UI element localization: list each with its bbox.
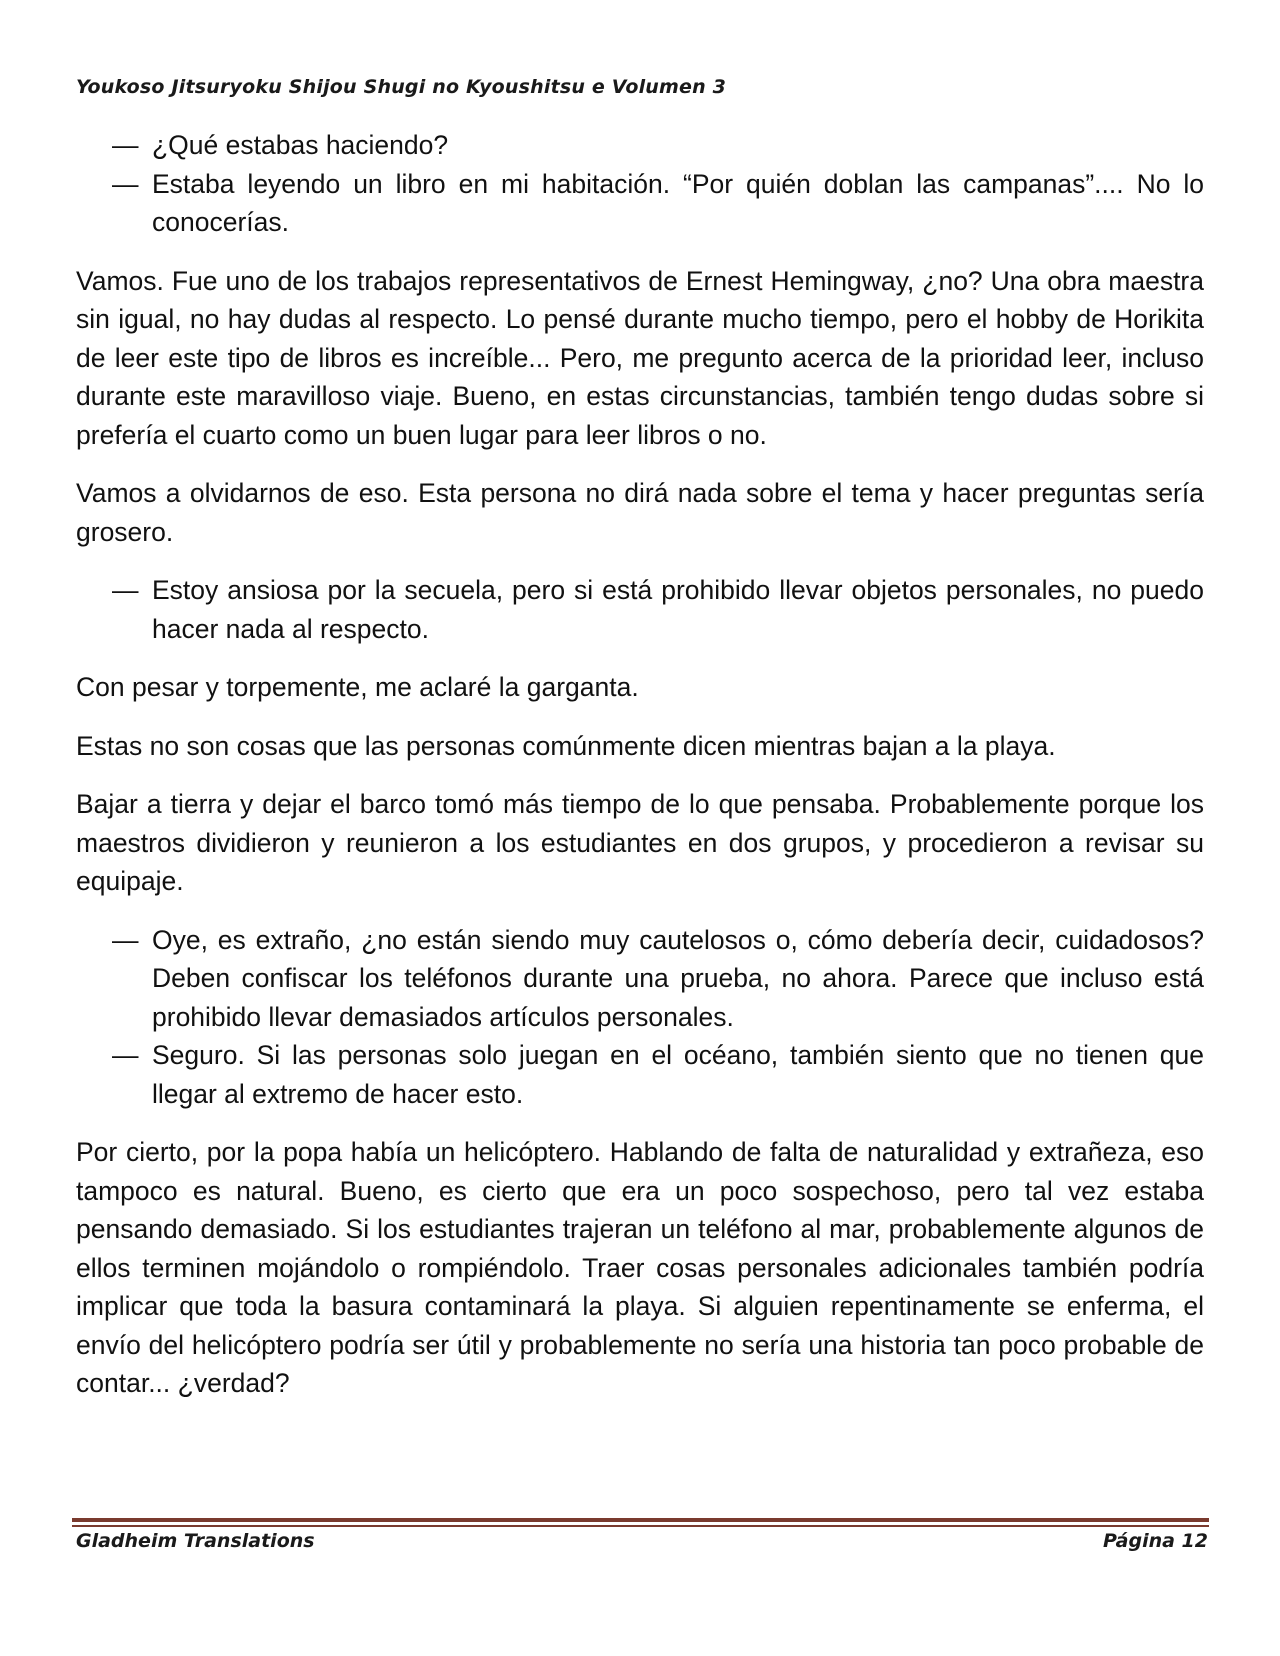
footer-page-number: Página 12	[1102, 1530, 1208, 1552]
dialogue-text: Oye, es extraño, ¿no están siendo muy cautelosos o, cómo debería decir, cuidadosos? Deben confiscar los teléfonos durante una prueba, no ahora. Parece que incluso está prohibido llevar demasiados artículos personales.	[152, 924, 1204, 1032]
running-header-title: Youkoso Jitsuryoku Shijou Shugi no Kyoushitsu e Volumen 3	[76, 76, 727, 98]
paragraph: Con pesar y torpemente, me aclaré la garganta.	[76, 672, 639, 702]
dialogue-group	[76, 571, 1204, 648]
footer-rule-thin	[72, 1525, 1209, 1527]
dialogue-line	[76, 165, 1204, 242]
dialogue-dash: —	[112, 130, 139, 160]
paragraph: Bajar a tierra y dejar el barco tomó más tiempo de lo que pensaba. Probablemente porque los maestros dividieron y reunieron a los estudiantes en dos grupos, y procedieron a revisar su equipaje.	[76, 789, 1204, 896]
footer-publisher: Gladheim Translations	[76, 1530, 315, 1552]
dialogue-line	[76, 126, 1204, 165]
dialogue-line	[76, 571, 1204, 648]
page-body	[76, 126, 1204, 1423]
dialogue-text: Seguro. Si las personas solo juegan en el océano, también siento que no tienen que llegar al extremo de hacer esto.	[152, 1040, 1204, 1109]
dialogue-group	[76, 921, 1204, 1114]
dialogue-dash: —	[112, 1040, 139, 1070]
dialogue-group	[76, 126, 1204, 242]
dialogue-dash: —	[112, 924, 139, 955]
dialogue-dash: —	[112, 575, 139, 605]
dialogue-dash: —	[112, 168, 139, 199]
dialogue-line	[76, 1036, 1204, 1113]
paragraph: Vamos. Fue uno de los trabajos representativos de Ernest Hemingway, ¿no? Una obra maestra sin igual, no hay dudas al respecto. Lo pensé durante mucho tiempo, pero el hobby de Horikita de leer este tipo de libros es increíble... Pero, me pregunto acerca de la prioridad leer, incluso durante este maravilloso viaje. Bueno, en estas circunstancias, también tengo dudas sobre si prefería el cuarto como un buen lugar para leer libros o no.	[76, 265, 1204, 450]
dialogue-line	[76, 921, 1204, 1037]
paragraph: Vamos a olvidarnos de eso. Esta persona no dirá nada sobre el tema y hacer preguntas sería grosero.	[76, 478, 1204, 547]
footer-rule-thick	[72, 1518, 1209, 1522]
dialogue-text: Estoy ansiosa por la secuela, pero si está prohibido llevar objetos personales, no puedo hacer nada al respecto.	[152, 575, 1204, 644]
dialogue-text: ¿Qué estabas haciendo?	[152, 130, 449, 160]
paragraph: Estas no son cosas que las personas comúnmente dicen mientras bajan a la playa.	[76, 730, 1056, 761]
paragraph: Por cierto, por la popa había un helicóptero. Hablando de falta de naturalidad y extrañeza, eso tampoco es natural. Bueno, es cierto que era un poco sospechoso, pero tal vez estaba pensando demasiado. Si los estudiantes trajeran un teléfono al mar, probablemente algunos de ellos terminen mojándolo o rompiéndolo. Traer cosas personales adicionales también podría implicar que toda la basura contaminará la playa. Si alguien repentinamente se enferma, el envío del helicóptero podría ser útil y probablemente no sería una historia tan poco probable de contar... ¿verdad?	[76, 1137, 1204, 1398]
dialogue-text: Estaba leyendo un libro en mi habitación. “Por quién doblan las campanas”.... No lo conocerías.	[152, 168, 1204, 237]
